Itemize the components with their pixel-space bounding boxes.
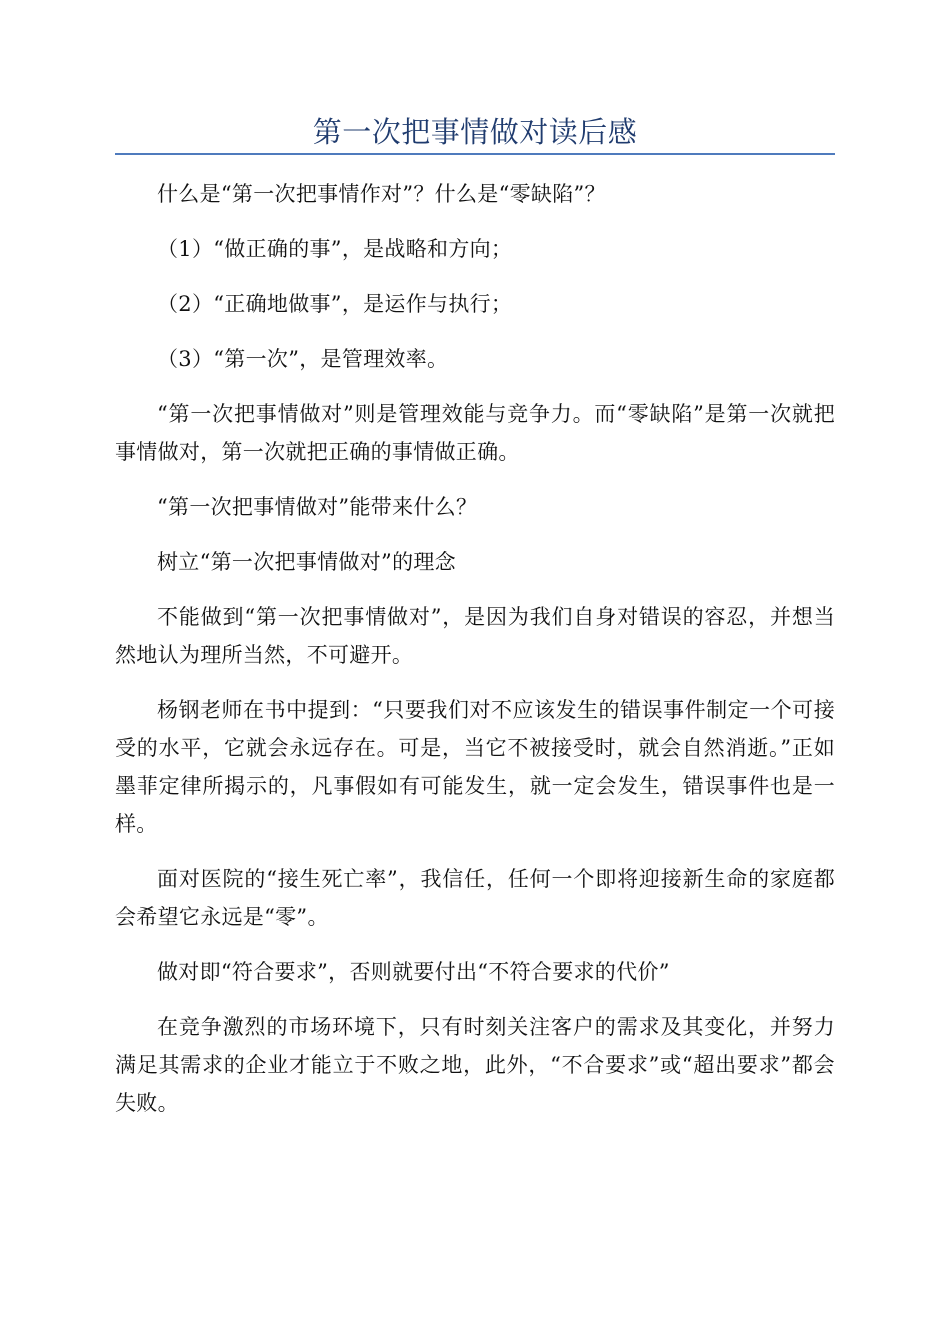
paragraph: 树立“第一次把事情做对”的理念 <box>157 550 456 574</box>
paragraph: 做对即“符合要求”，否则就要付出“不符合要求的代价” <box>157 960 670 984</box>
paragraph: 不能做到“第一次把事情做对”，是因为我们自身对错误的容忍，并想当然地认为理所当然，不可避开。 <box>115 605 835 667</box>
paragraph: （1）“做正确的事”，是战略和方向； <box>157 237 513 261</box>
document-body <box>115 175 835 1139</box>
paragraph: 杨钢老师在书中提到：“只要我们对不应该发生的错误事件制定一个可接受的水平，它就会永远存在。可是，当它不被接受时，就会自然消逝。”正如墨菲定律所揭示的，凡事假如有可能发生，就一定会发生，错误事件也是一样。 <box>115 698 835 836</box>
paragraph: （2）“正确地做事”，是运作与执行； <box>157 292 513 316</box>
title-underline <box>115 153 835 155</box>
document-title: 第一次把事情做对读后感 <box>312 115 638 149</box>
paragraph: 什么是“第一次把事情作对”？什么是“零缺陷”？ <box>157 182 606 206</box>
paragraph: 面对医院的“接生死亡率”，我信任，任何一个即将迎接新生命的家庭都会希望它永远是“零”。 <box>115 867 835 929</box>
paragraph: （3）“第一次”，是管理效率。 <box>157 347 449 371</box>
paragraph: “第一次把事情做对”则是管理效能与竞争力。而“零缺陷”是第一次就把事情做对，第一次就把正确的事情做正确。 <box>115 402 835 464</box>
paragraph: 在竞争激烈的市场环境下，只有时刻关注客户的需求及其变化，并努力满足其需求的企业才能立于不败之地，此外，“不合要求”或“超出要求”都会失败。 <box>115 1015 835 1115</box>
paragraph: “第一次把事情做对”能带来什么？ <box>157 495 478 519</box>
